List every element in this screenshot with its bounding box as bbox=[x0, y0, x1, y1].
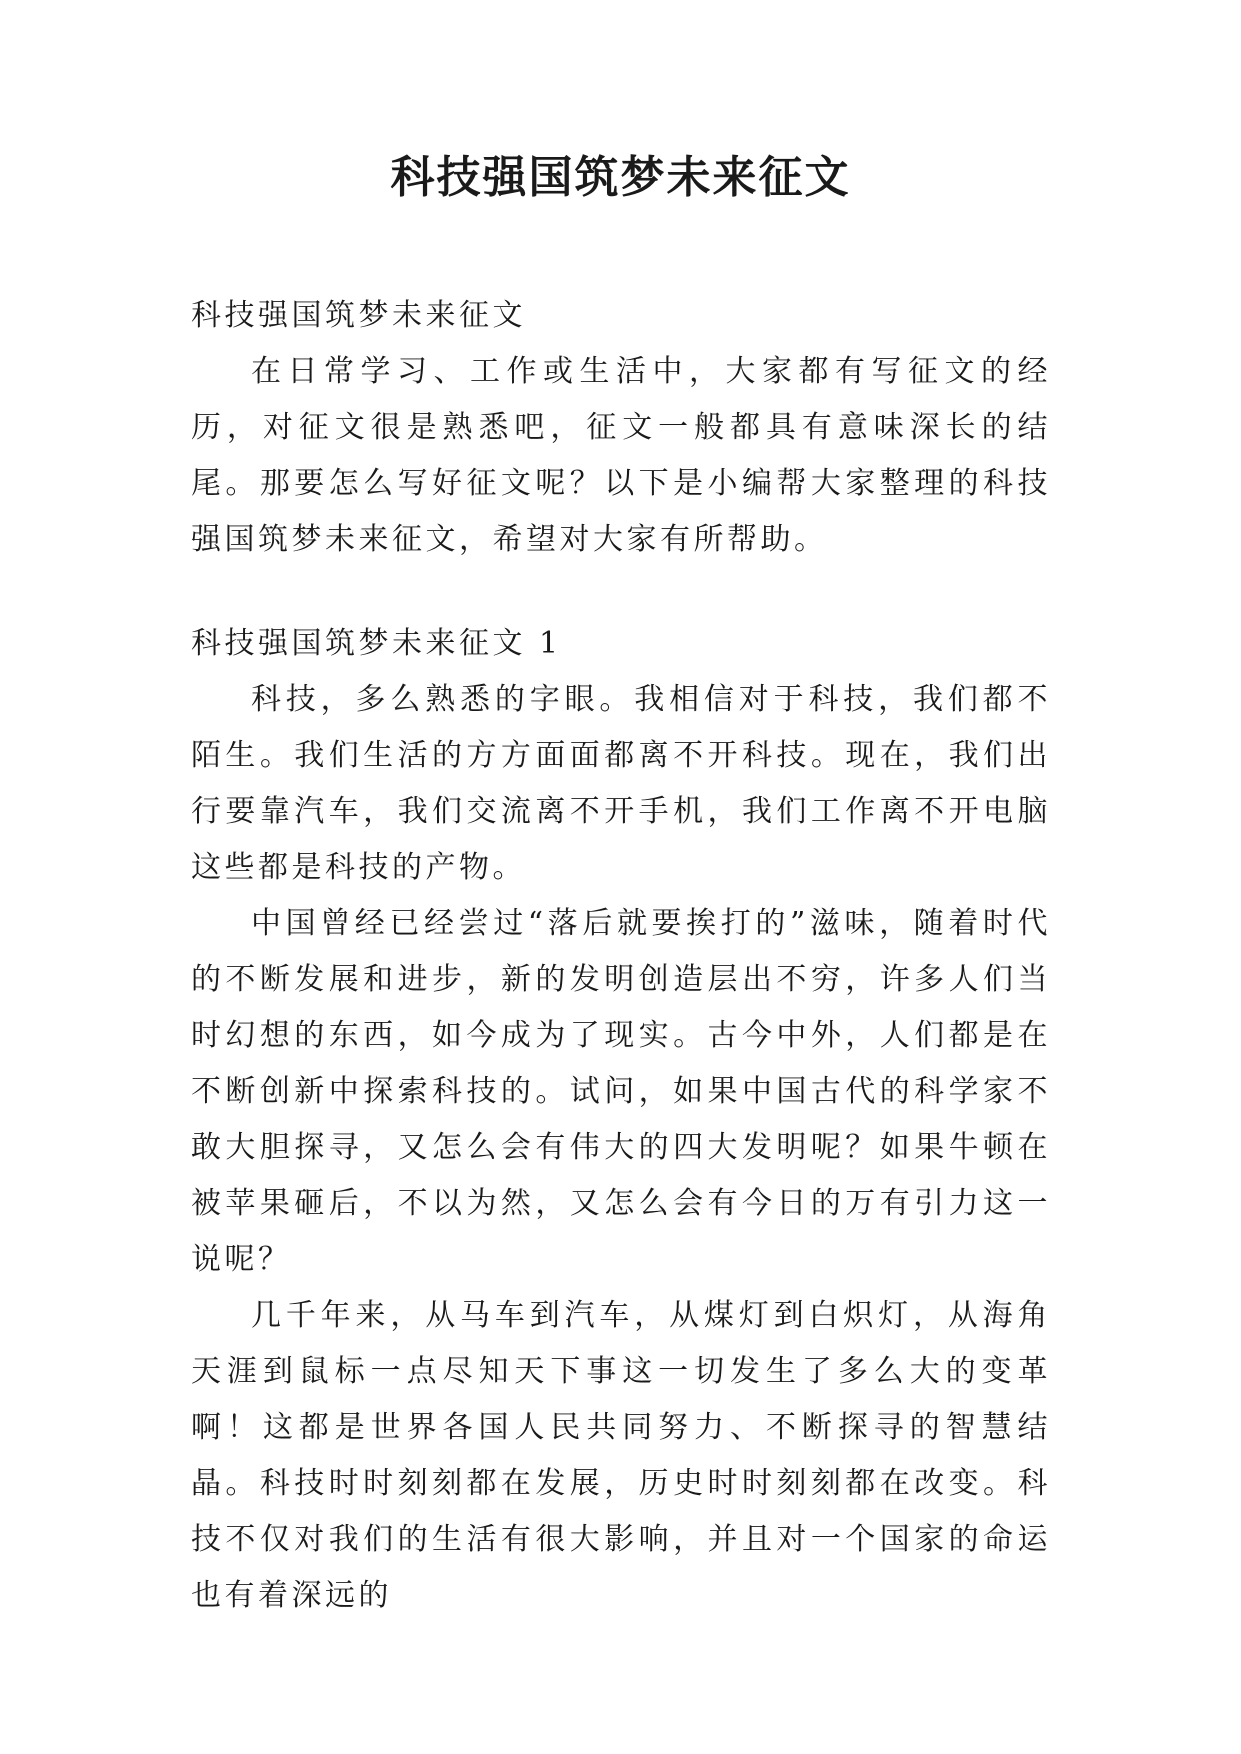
intro-heading: 科技强国筑梦未来征文 bbox=[191, 298, 526, 333]
section1-heading: 科技强国筑梦未来征文 1 bbox=[191, 626, 562, 661]
section-spacer bbox=[191, 568, 1051, 616]
section1-paragraph-3: 几千年来，从马车到汽车，从煤灯到白炽灯，从海角天涯到鼠标一点尽知天下事这一切发生了多么大的变革啊！这都是世界各国人民共同努力、不断探寻的智慧结晶。科技时时刻刻都在发展，历史时时刻刻都在改变。科技不仅对我们的生活有很大影响，并且对一个国家的命运也有着深远的 bbox=[191, 1298, 1051, 1613]
intro-paragraph: 在日常学习、工作或生活中，大家都有写征文的经历，对征文很是熟悉吧，征文一般都具有意味深长的结尾。那要怎么写好征文呢？以下是小编帮大家整理的科技强国筑梦未来征文，希望对大家有所帮助。 bbox=[191, 354, 1051, 557]
section1-paragraph-1: 科技，多么熟悉的字眼。我相信对于科技，我们都不陌生。我们生活的方方面面都离不开科技。现在，我们出行要靠汽车，我们交流离不开手机，我们工作离不开电脑这些都是科技的产物。 bbox=[191, 682, 1051, 885]
document-body bbox=[191, 288, 1051, 1624]
section1-paragraph-2: 中国曾经已经尝过“落后就要挨打的”滋味，随着时代的不断发展和进步，新的发明创造层出不穷，许多人们当时幻想的东西，如今成为了现实。古今中外，人们都是在不断创新中探索科技的。试问，如果中国古代的科学家不敢大胆探寻，又怎么会有伟大的四大发明呢？如果牛顿在被苹果砸后，不以为然，又怎么会有今日的万有引力这一说呢？ bbox=[191, 906, 1051, 1277]
document-title: 科技强国筑梦未来征文 bbox=[390, 152, 851, 203]
